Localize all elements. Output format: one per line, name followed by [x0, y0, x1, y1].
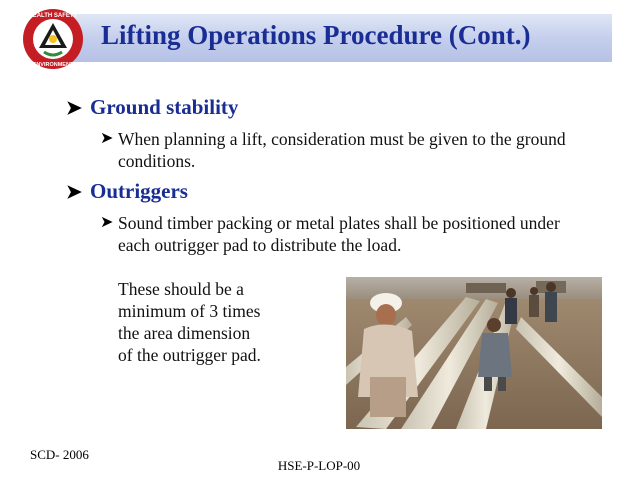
section-item-continuation [118, 278, 338, 366]
hse-logo [22, 8, 84, 70]
arrow-bullet-icon: ➤ [66, 98, 82, 119]
section-item [100, 212, 588, 256]
continuation-line: of the outrigger pad. [118, 345, 261, 365]
svg-text:ENVIRONMENT: ENVIRONMENT [32, 62, 74, 68]
section-item-text: Sound timber packing or metal plates shall be positioned under each outrigger pad to distribute the load. [118, 213, 560, 255]
section-heading [66, 178, 188, 206]
arrow-bullet-icon: ➤ [66, 182, 82, 203]
slide-title: Lifting Operations Procedure (Cont.) [101, 20, 531, 50]
section-item [100, 128, 578, 172]
section-item-text: When planning a lift, consideration must be given to the ground conditions. [118, 129, 566, 171]
section-heading [66, 94, 238, 122]
continuation-line: These should be a [118, 279, 244, 299]
arrow-bullet-icon: ➤ [100, 130, 114, 147]
workers-handling-pipes-photo [346, 277, 602, 429]
continuation-line: the area dimension [118, 323, 251, 343]
footer-center: HSE-P-LOP-00 [277, 458, 361, 473]
section-heading-label: Ground stability [90, 95, 239, 119]
section-heading-label: Outriggers [90, 179, 188, 203]
continuation-line: minimum of 3 times [118, 301, 261, 321]
arrow-bullet-icon: ➤ [100, 214, 114, 231]
svg-text:HEALTH SAFETY: HEALTH SAFETY [28, 13, 78, 19]
footer-left: SCD- 2006 [30, 447, 89, 462]
